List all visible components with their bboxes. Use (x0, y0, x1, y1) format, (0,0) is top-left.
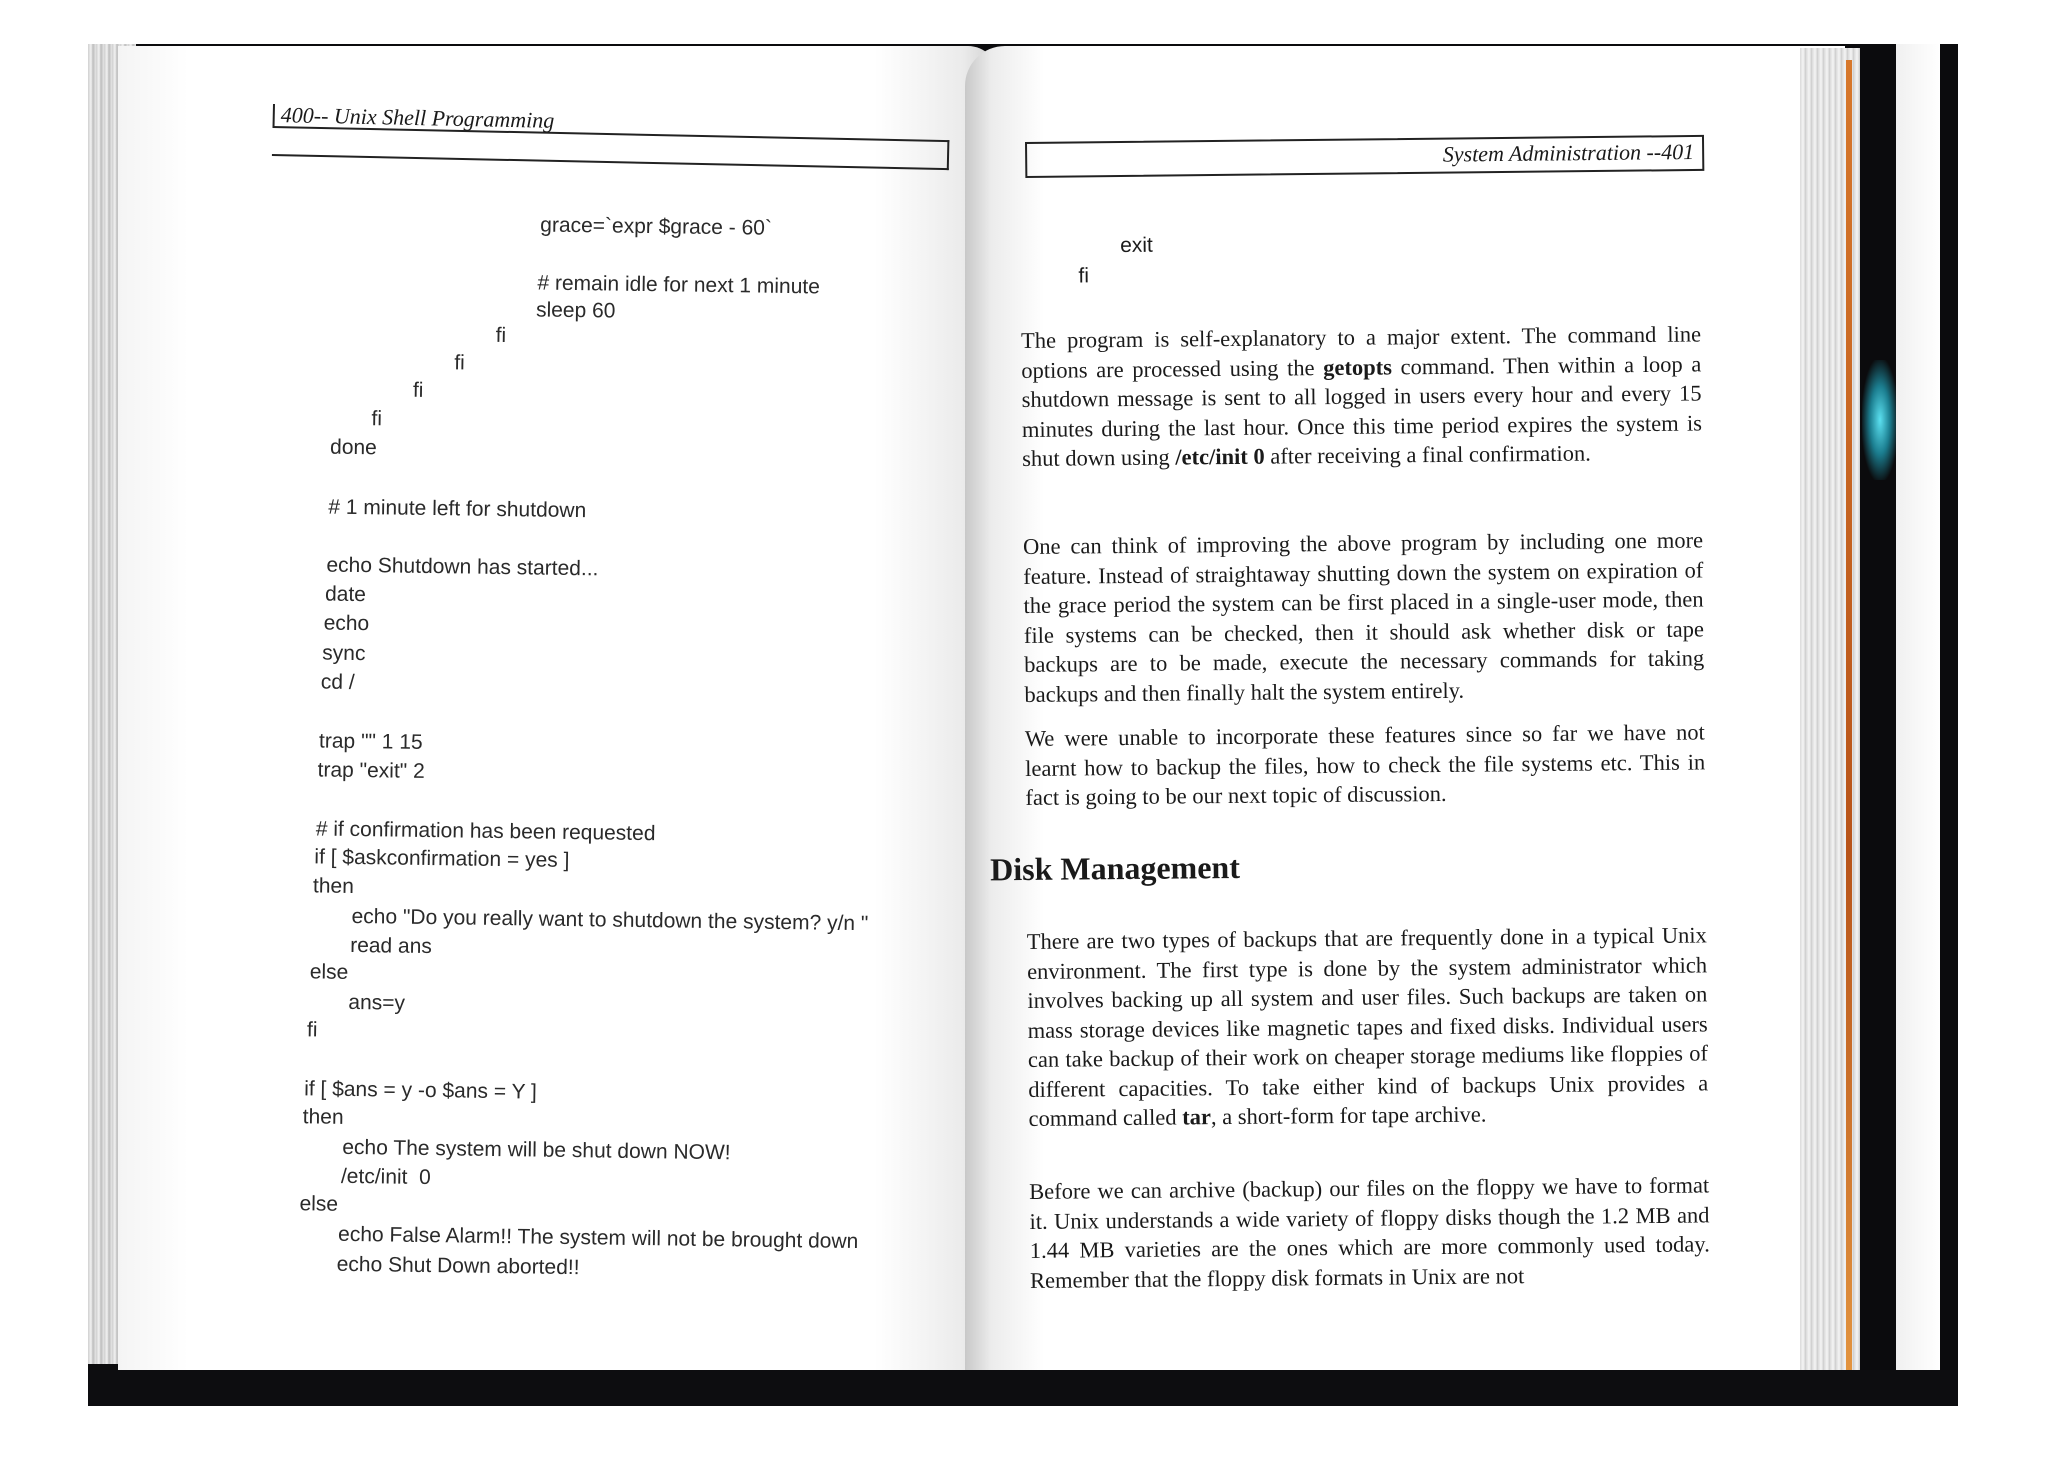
code-line: grace=`expr $grace - 60` (540, 213, 773, 240)
code-line: ans=y (348, 990, 406, 1015)
code-line: echo False Alarm!! The system will not be brought down (337, 1222, 859, 1254)
paragraph: One can think of improving the above program by including one more feature. Instead of straightaway shutting down the system on expiration of the grace period the system can be first placed in a single-user mode, then file systems can be checked, then it should ask whether disk or tape backups are to be made, execute the necessary commands for taking backups and then finally halt the system entirely. (1022, 527, 1705, 707)
code-line: fi (454, 351, 465, 375)
code-line: trap "" 1 15 (318, 729, 423, 754)
code-line: cd / (320, 670, 355, 694)
right-header-text: System Administration --401 (1442, 138, 1695, 167)
code-line: echo Shut Down aborted!! (336, 1252, 580, 1280)
paragraph: We were unable to incorporate these features since so far we have not learnt how to backup the files, how to check the file systems etc. This in fact is going to be our next topic of discussion. (1024, 719, 1706, 810)
code-line: trap "exit" 2 (317, 758, 425, 783)
code-line: fi (371, 407, 383, 431)
paragraph: There are two types of backups that are frequently done in a typical Unix environment. The first type is done by the system administrator which involves backing up all system and user files. Such backups are taken on mass storage devices like magnetic tapes and fixed disks. Individual users can take backup of their work on cheaper storage mediums like floppies of different capacities. To take either kind of backups Unix provides a command called tar, a short-form for tape archive. (1026, 922, 1709, 1131)
code-line: sync (322, 641, 366, 666)
code-line: sleep 60 (535, 298, 616, 323)
left-header-text: 400-- Unix Shell Programming (280, 102, 555, 133)
paragraph: Before we can archive (backup) our files on the floppy we have to format it. Unix understands a wide variety of floppy disks though the 1.2 MB and 1.44 MB varieties are the ones which are more commonly used today. Remember that the floppy disk formats in Unix are not (1029, 1172, 1710, 1293)
code-line: fi (306, 1018, 318, 1042)
code-line: echo "Do you really want to shutdown the system? y/n " (351, 904, 869, 936)
code-line: # remain idle for next 1 minute (537, 271, 821, 299)
code-line: echo The system will be shut down NOW! (342, 1135, 731, 1165)
code-line: then (302, 1105, 344, 1129)
code-line: # if confirmation has been requested (315, 817, 656, 846)
code-line: else (299, 1192, 339, 1216)
code-line: then (312, 874, 355, 898)
section-heading: Disk Management (989, 848, 1241, 888)
code-line: fi (495, 323, 507, 348)
code-line: if [ $askconfirmation = yes ] (314, 845, 570, 872)
code-line: exit (1120, 233, 1153, 258)
code-line: done (329, 435, 377, 460)
code-line: fi (412, 378, 424, 402)
code-line: # 1 minute left for shutdown (328, 495, 587, 523)
code-line: else (309, 960, 349, 984)
code-line: read ans (350, 933, 433, 959)
code-line: /etc/init 0 (340, 1164, 431, 1190)
code-line: date (324, 582, 367, 607)
paragraph: The program is self-explanatory to a major extent. The command line options are processed using the getopts command. Then within a loop a shutdown message is sent to all logged in users every hour and every 15 minutes during the last hour. Once this time period expires the system is shut down using /etc/init 0 after receiving a final confirmation. (1020, 321, 1702, 471)
code-line: echo (323, 611, 370, 636)
code-line: fi (1078, 264, 1090, 288)
code-line: echo Shutdown has started... (326, 553, 599, 581)
code-line: if [ $ans = y -o $ans = Y ] (303, 1077, 537, 1104)
